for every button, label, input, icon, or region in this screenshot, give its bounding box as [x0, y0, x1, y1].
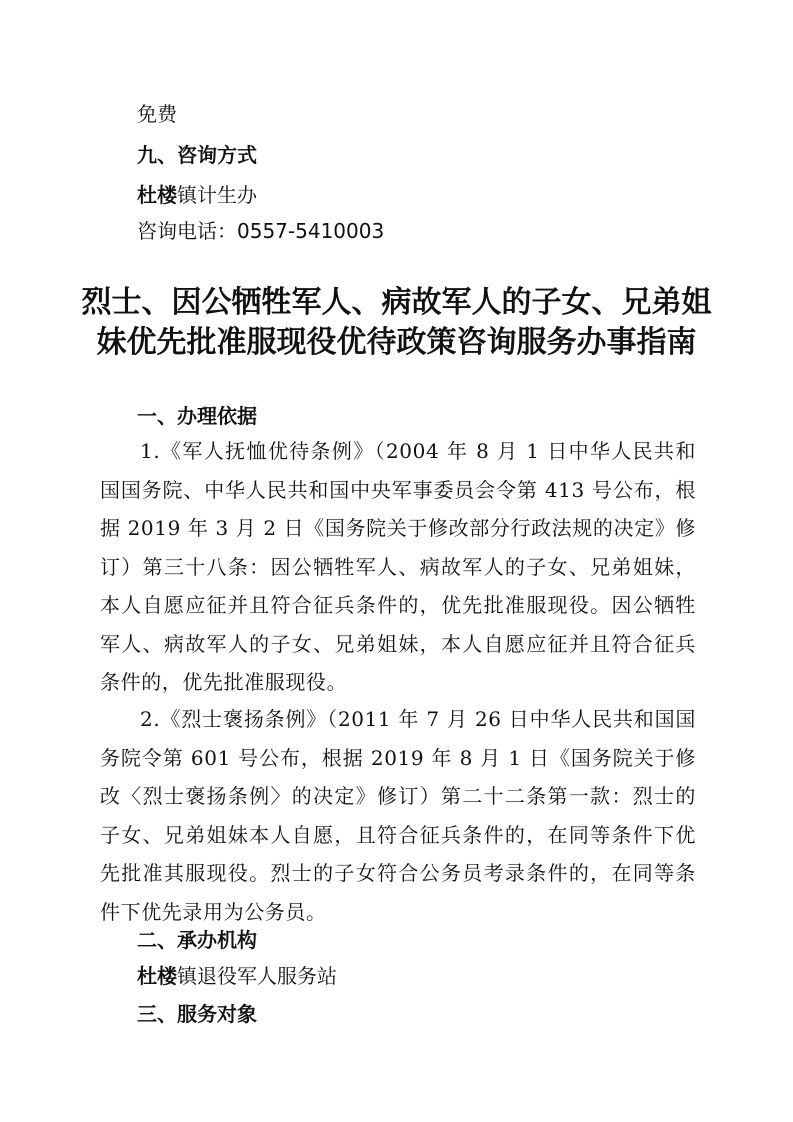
section1-heading: 一、办理依据 — [137, 404, 257, 428]
consult-phone-number: 0557-5410003 — [237, 219, 385, 243]
guide-title-line1: 烈士、因公牺牲军人、病故军人的子女、兄弟姐 — [81, 285, 712, 320]
basis-paragraph-1 — [100, 432, 696, 702]
fee-text: 免费 — [137, 102, 177, 126]
basis-1-text: 1.《军人抚恤优待条例》（2004 年 8 月 1 日中华人民共和国国务院、中华人民共和国中央军事委员会令第 413 号公布，根据 2019 年 3 月 2 日《国务院关于修改部分行政法规的决定》修订）第三十八条：因公牺牲军人、病故军人的子女、兄弟姐妹，本人自愿应征并且符合征兵条件的，优先批准服现役。因公牺牲军人、病故军人的子女、兄弟姐妹，本人自愿应征并且符合征兵条件的，优先批准服现役。 — [100, 439, 696, 694]
service-station-name-bold: 杜楼 — [137, 964, 177, 988]
consult-phone-label: 咨询电话： — [137, 219, 237, 243]
consult-org — [137, 181, 257, 209]
consult-org-name-rest: 镇计生办 — [177, 183, 257, 207]
service-station-name-rest: 镇退役军人服务站 — [177, 964, 337, 988]
consult-phone — [137, 217, 384, 245]
service-station — [137, 962, 337, 990]
section3-heading: 三、服务对象 — [137, 1002, 257, 1026]
basis-2-text: 2.《烈士褒扬条例》（2011 年 7 月 26 日中华人民共和国国务院令第 601 号公布，根据 2019 年 8 月 1 日《国务院关于修改〈烈士褒扬条例〉的决定》修订）第二十二条第一款：烈士的子女、兄弟姐妹本人自愿，且符合征兵条件的，在同等条件下优先批准其服现役。烈士的子女符合公务员考录条件的，在同等条件下优先录用为公务员。 — [100, 707, 696, 924]
section9-heading: 九、咨询方式 — [137, 143, 257, 167]
section2-heading: 二、承办机构 — [137, 928, 257, 952]
basis-paragraph-2 — [100, 700, 696, 931]
guide-title-line2: 妹优先批准服现役优待政策咨询服务办事指南 — [96, 325, 697, 360]
consult-org-name-bold: 杜楼 — [137, 183, 177, 207]
